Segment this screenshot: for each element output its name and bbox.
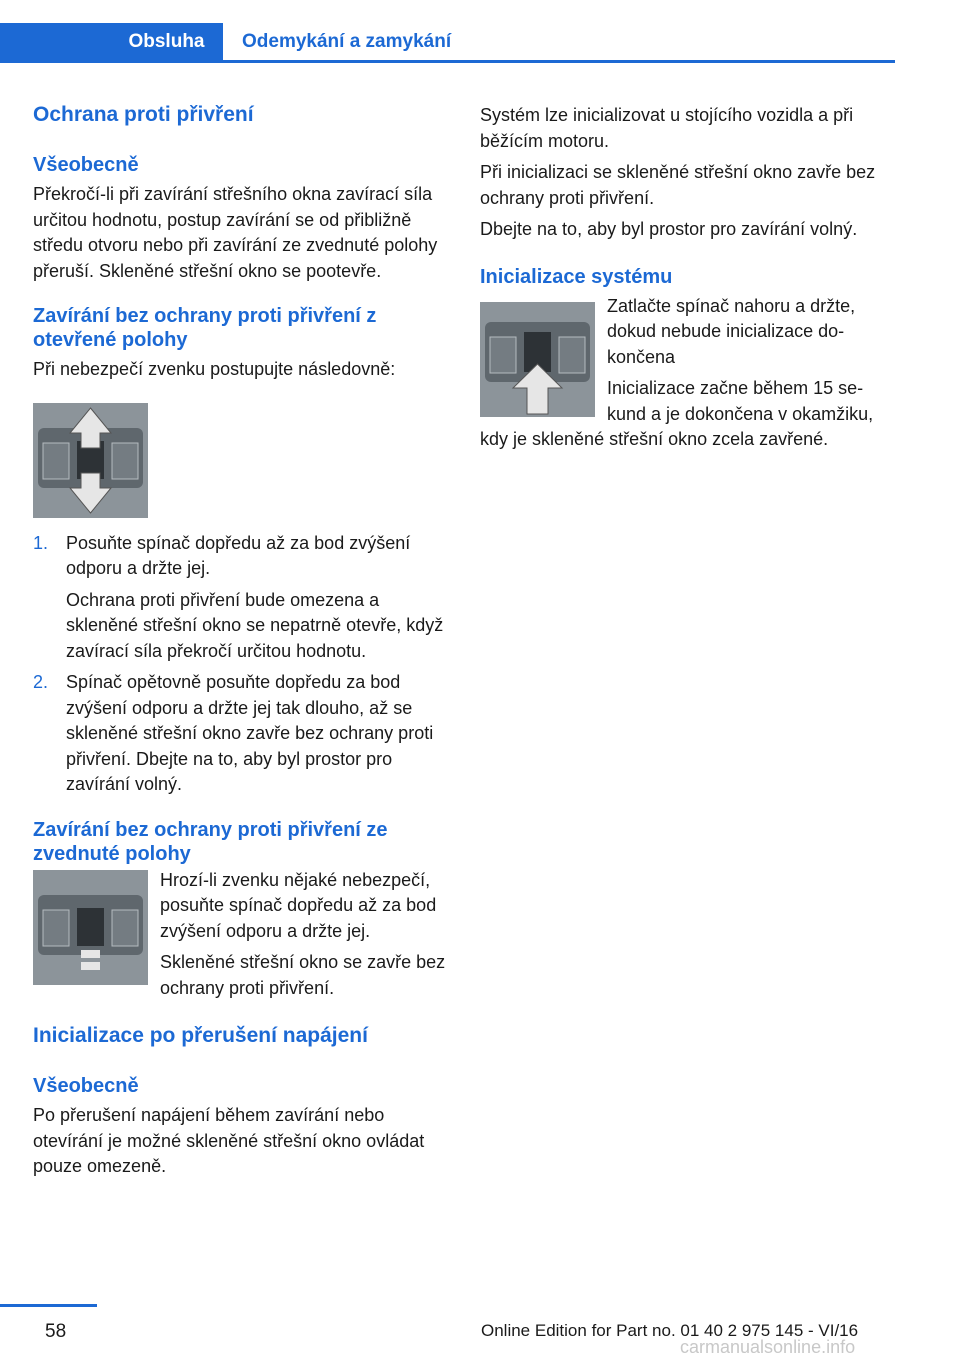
edition-info: Online Edition for Part no. 01 40 2 975 145 - VI/16	[481, 1321, 859, 1340]
steps-list	[33, 531, 449, 798]
paragraph-preruseni: Po přerušení napájení během zavírání nebo otevírání je možné skleněné střešní okno ovládat pouze omezeně.	[33, 1105, 425, 1176]
subheading-vseobecne: Všeobecně	[33, 154, 139, 176]
switch-figure-forward	[33, 870, 148, 985]
paragraph-inicializace: Při inicializaci se skleněné střešní okno zavře bez ochrany proti přivření.	[480, 162, 876, 208]
watermark: carmanualsonline.info	[680, 1337, 856, 1357]
step-text: Posuňte spínač dopředu až za bod zvýšení odporu a držte jej.	[66, 532, 411, 578]
switch-figure-up-down	[33, 403, 148, 518]
paragraph-zacne: Inicializace začne během 15 sekund a je dokončena v okamžiku, kdy je skleněné střešní okno zcela zavřené.	[480, 378, 874, 449]
step-note: Ochrana proti přivření bude omezena a skleněné střešní okno se nepatrně otevře, když zavírací síla překročí určitou hodnotu.	[66, 589, 444, 661]
tab-odemykani[interactable]: Odemykání a zamykání	[242, 30, 452, 52]
switch-up-icon	[480, 302, 595, 417]
page-number: 58	[45, 1321, 67, 1342]
section-title-inicializace: Inicializace po přerušení napájení	[33, 1024, 368, 1047]
paragraph-zatlacte: Zatlačte spínač nahoru a držte, dokud nebude inicializace dokončena	[607, 295, 856, 367]
step-item	[33, 531, 449, 665]
subheading-inicializace-systemu: Inicializace systému	[480, 265, 673, 288]
paragraph-postup: Při nebezpečí zvenku postupujte následovně:	[33, 359, 396, 379]
paragraph-dbejte: Dbejte na to, aby byl prostor pro zavírání volný.	[480, 219, 858, 239]
switch-forward-icon	[33, 870, 148, 985]
step-number: 2.	[33, 672, 49, 692]
switch-figure-up	[480, 302, 595, 417]
step-text: Spínač opětovně posuňte dopředu za bod zvýšení odporu a držte jej tak dlouho, až se skleněné střešní okno zavře bez ochrany proti přivření. Dbejte na to, aby byl prostor pro zavírání volný.	[66, 672, 434, 794]
paragraph-system: Systém lze inicializovat u stojícího vozidla a při běžícím motoru.	[480, 105, 854, 151]
switch-up-down-icon	[33, 403, 148, 518]
paragraph-zavre: Skleněné střešní okno se zavře bez ochrany proti přivření.	[160, 952, 446, 998]
header-divider	[0, 60, 895, 63]
tab-obsluha[interactable]: Obsluha	[0, 23, 223, 60]
paragraph-hrozi: Hrozí-li zvenku nějaké nebezpečí, posuňte spínač dopředu až za bod zvýšení odporu a držte jej.	[160, 869, 437, 941]
paragraph-intro: Překročí-li při zavírání střešního okna zavírací síla určitou hodnotu, postup zavírání se od přibližně středu otvoru nebo při zavírání ze zvednuté polohy přeruší. Skleněné střešní okno se pootevře.	[33, 184, 438, 281]
step-number: 1.	[33, 532, 49, 553]
right-column	[480, 103, 896, 453]
header-tabs	[0, 23, 895, 63]
section-title-ochrana: Ochrana proti přivření	[33, 103, 254, 126]
subheading-zavirani-zvednute: Zavírání bez ochrany proti přivření ze zvednuté polohy	[33, 818, 388, 865]
subheading-zavirani-otevrene: Zavírání bez ochrany proti přivření z otevřené polohy	[33, 305, 377, 351]
footer-divider	[0, 1304, 97, 1307]
step-item	[33, 670, 449, 798]
subheading-vseobecne-2: Všeobecně	[33, 1075, 139, 1097]
left-column	[33, 100, 449, 1180]
